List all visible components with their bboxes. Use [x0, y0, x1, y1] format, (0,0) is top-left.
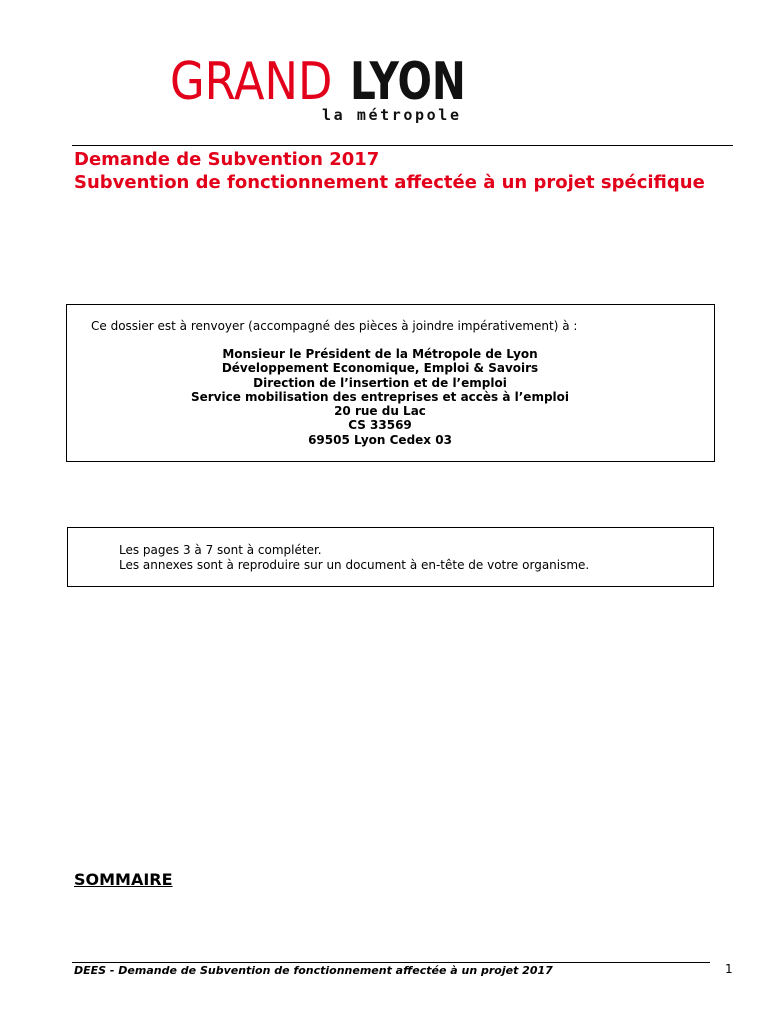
address-line: Direction de l’insertion et de l’emploi [253, 375, 507, 390]
header-rule [72, 145, 733, 146]
instructions-line-1: Les pages 3 à 7 sont à compléter. [119, 543, 322, 557]
instructions-line-2: Les annexes sont à reproduire sur un document à en-tête de votre organisme. [119, 558, 590, 572]
address-line: 20 rue du Lac [334, 404, 426, 419]
document-title [74, 148, 714, 194]
footer-rule [72, 962, 710, 963]
title-line-1: Demande de Subvention 2017 [74, 149, 380, 170]
logo-subtitle: la métropole [322, 106, 462, 124]
logo-wordmark [170, 52, 466, 112]
address-box [66, 304, 715, 462]
address-line: CS 33569 [348, 418, 412, 433]
address-line: 69505 Lyon Cedex 03 [308, 432, 452, 447]
address-intro: Ce dossier est à renvoyer (accompagné des pièces à joindre impérativement) à : [91, 319, 578, 333]
page-number: 1 [725, 962, 733, 976]
address-line: Développement Economique, Emploi & Savoirs [221, 361, 539, 376]
footer-text: DEES - Demande de Subvention de fonctionnement affectée à un projet 2017 [74, 964, 553, 977]
title-line-2: Subvention de fonctionnement affectée à un projet spécifique [74, 172, 705, 193]
address-line: Service mobilisation des entreprises et accès à l’emploi [190, 389, 570, 404]
grand-lyon-logo [170, 52, 500, 126]
address-line: Monsieur le Président de la Métropole de Lyon [222, 347, 538, 361]
logo-grand-text: GRAND [170, 52, 333, 112]
address-block [67, 347, 693, 447]
instructions-box [67, 527, 714, 587]
sommaire-heading: SOMMAIRE [74, 870, 173, 889]
logo-lyon-text: LYON [350, 52, 466, 112]
